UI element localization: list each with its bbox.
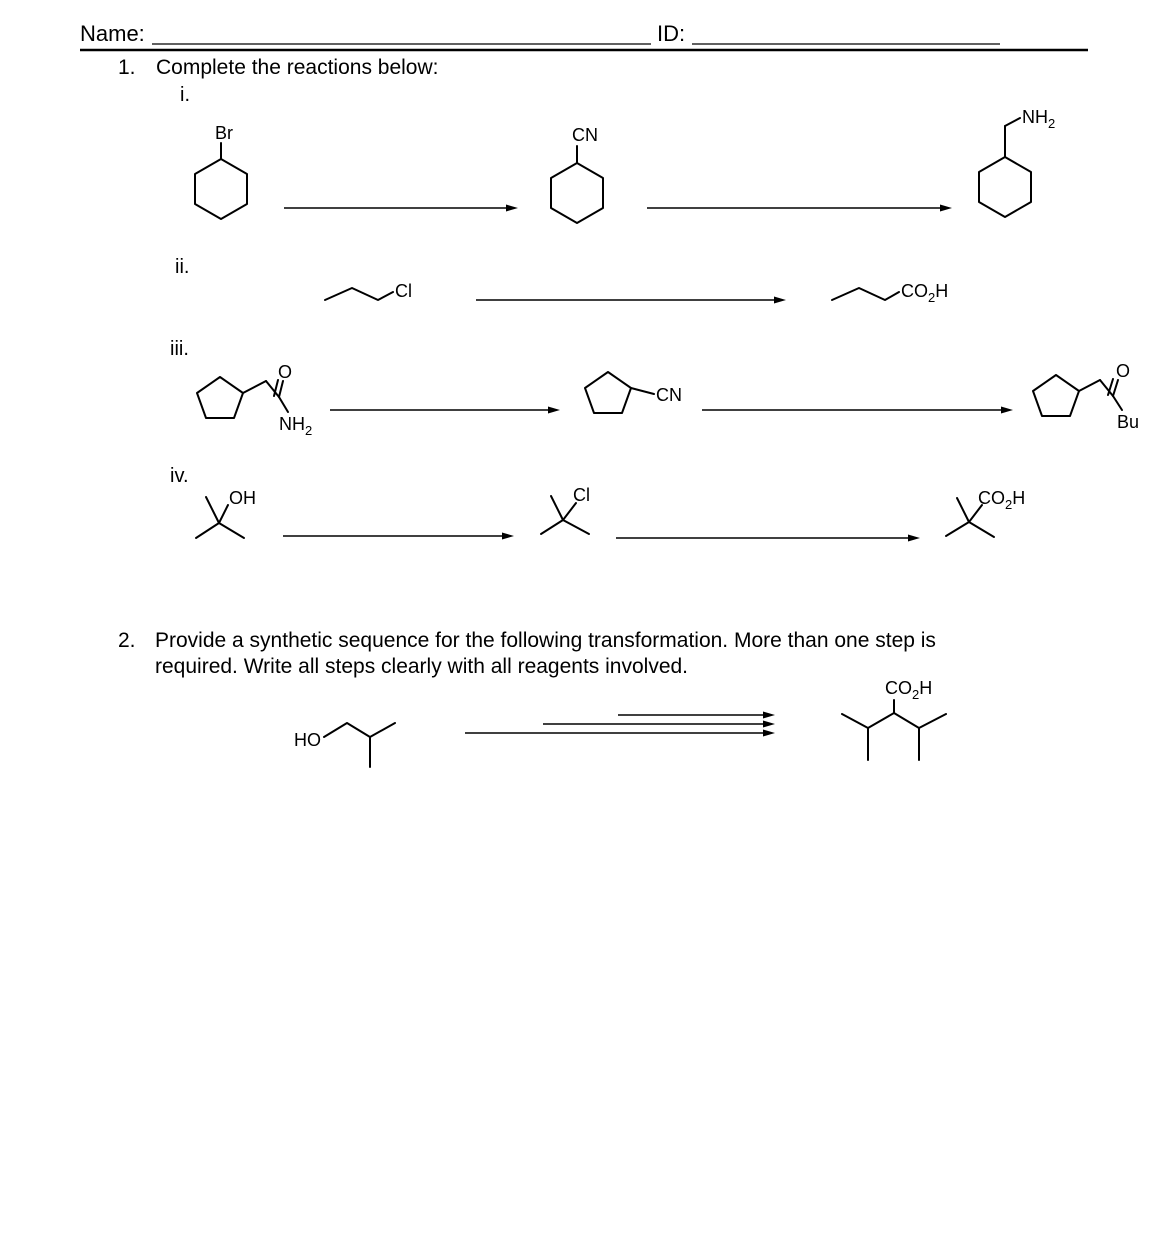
question-2-line-2: required. Write all steps clearly with all reagents involved. bbox=[155, 655, 689, 678]
main-chain bbox=[324, 723, 395, 737]
name-label: Name: bbox=[80, 21, 145, 46]
arrowhead bbox=[763, 730, 775, 737]
c-cl-bond bbox=[563, 503, 576, 520]
cyclopentane-ring bbox=[197, 377, 243, 418]
ring-ch2-bond bbox=[1079, 380, 1100, 391]
multi-step-arrow bbox=[465, 712, 775, 737]
co2h-label: $CO_2H$ bbox=[901, 281, 949, 305]
ring-ch2-bond bbox=[243, 381, 266, 393]
bu-label: Bu bbox=[1117, 412, 1140, 432]
arrowhead bbox=[908, 535, 920, 542]
cyclopentylacetamide-structure bbox=[197, 362, 312, 438]
question-2 bbox=[118, 629, 946, 767]
part-ii bbox=[175, 256, 948, 305]
question-2-line-1: Provide a synthetic sequence for the following transformation. More than one step is bbox=[155, 629, 936, 652]
cl-label: Cl bbox=[573, 485, 590, 505]
part-i-numeral: i. bbox=[180, 84, 190, 106]
tbutyl-bond bbox=[196, 523, 219, 538]
ch2-n-bond bbox=[1005, 118, 1020, 126]
arrowhead bbox=[548, 407, 560, 414]
c-bu-bond bbox=[1113, 396, 1122, 410]
o-label: O bbox=[277, 362, 293, 382]
part-iv-numeral: iv. bbox=[170, 465, 189, 487]
cyclopentyl-ketone-structure bbox=[1033, 361, 1139, 432]
cyclohexane-ring bbox=[979, 157, 1031, 217]
tbutyl-bond bbox=[957, 498, 969, 522]
c-n-bond bbox=[279, 397, 288, 412]
header bbox=[80, 21, 1088, 50]
target-acid-structure bbox=[842, 678, 946, 760]
co2h-label: $CO_2H$ bbox=[885, 678, 933, 702]
nh2-label: $NH_2$ bbox=[1022, 107, 1056, 131]
arrowhead bbox=[774, 297, 786, 304]
bromocyclohexane-structure bbox=[195, 123, 247, 219]
co2h-label: $CO_2H$ bbox=[978, 488, 1026, 512]
isoamyl-alcohol-structure bbox=[294, 723, 395, 767]
neopentyl-alcohol-structure bbox=[196, 488, 256, 538]
cn-label: CN bbox=[572, 125, 598, 145]
part-iv bbox=[170, 465, 1025, 542]
br-label: Br bbox=[215, 123, 233, 143]
tbutyl-bond bbox=[541, 520, 563, 534]
cyclohexane-ring bbox=[195, 159, 247, 219]
tbutyl-bond bbox=[946, 522, 969, 536]
question-1-prompt: Complete the reactions below: bbox=[156, 56, 439, 79]
butanoic-acid-structure bbox=[832, 281, 948, 305]
cyclohexylmethanamine-structure bbox=[979, 107, 1055, 217]
oh-label: OH bbox=[229, 488, 256, 508]
cyclohexanecarbonitrile-structure bbox=[551, 125, 603, 223]
main-chain bbox=[842, 713, 946, 728]
ho-label: HO bbox=[294, 730, 321, 750]
cyclopentane-ring bbox=[585, 372, 631, 413]
part-iii-numeral: iii. bbox=[170, 338, 189, 360]
arrowhead bbox=[502, 533, 514, 540]
tbutyl-bond bbox=[969, 522, 994, 537]
cl-label: Cl bbox=[395, 281, 412, 301]
tbutyl-bond bbox=[219, 523, 244, 538]
question-1 bbox=[118, 56, 439, 79]
tbutyl-bond bbox=[563, 520, 589, 534]
ring-cn-bond bbox=[631, 388, 654, 394]
question-1-number: 1. bbox=[118, 56, 136, 79]
c-o-double-bond-a bbox=[279, 381, 283, 397]
arrowhead bbox=[763, 712, 775, 719]
tbutyl-bond bbox=[551, 496, 563, 520]
part-iii bbox=[170, 338, 1139, 438]
part-ii-numeral: ii. bbox=[175, 256, 190, 278]
question-2-number: 2. bbox=[118, 629, 136, 652]
cyclohexane-ring bbox=[551, 163, 603, 223]
propyl-chain bbox=[325, 288, 393, 300]
arrowhead bbox=[506, 205, 518, 212]
1-chloropropane-structure bbox=[325, 281, 412, 301]
neopentyl-chloride-structure bbox=[541, 485, 590, 534]
part-i bbox=[180, 84, 1055, 223]
c-o-double-bond-a bbox=[1113, 380, 1118, 396]
cyclopentylacetonitrile-structure bbox=[585, 372, 682, 413]
dimethylbutanoic-acid-structure bbox=[946, 488, 1025, 537]
tbutyl-bond bbox=[206, 497, 219, 523]
o-label: O bbox=[1115, 361, 1131, 381]
c-oh-bond bbox=[219, 505, 228, 523]
cyclopentane-ring bbox=[1033, 375, 1079, 416]
id-label: ID: bbox=[657, 21, 686, 46]
arrowhead bbox=[1001, 407, 1013, 414]
arrowhead bbox=[763, 721, 775, 728]
nh2-label: $NH_2$ bbox=[279, 414, 313, 438]
arrowhead bbox=[940, 205, 952, 212]
propyl-chain bbox=[832, 288, 899, 300]
cn-label: CN bbox=[656, 385, 682, 405]
